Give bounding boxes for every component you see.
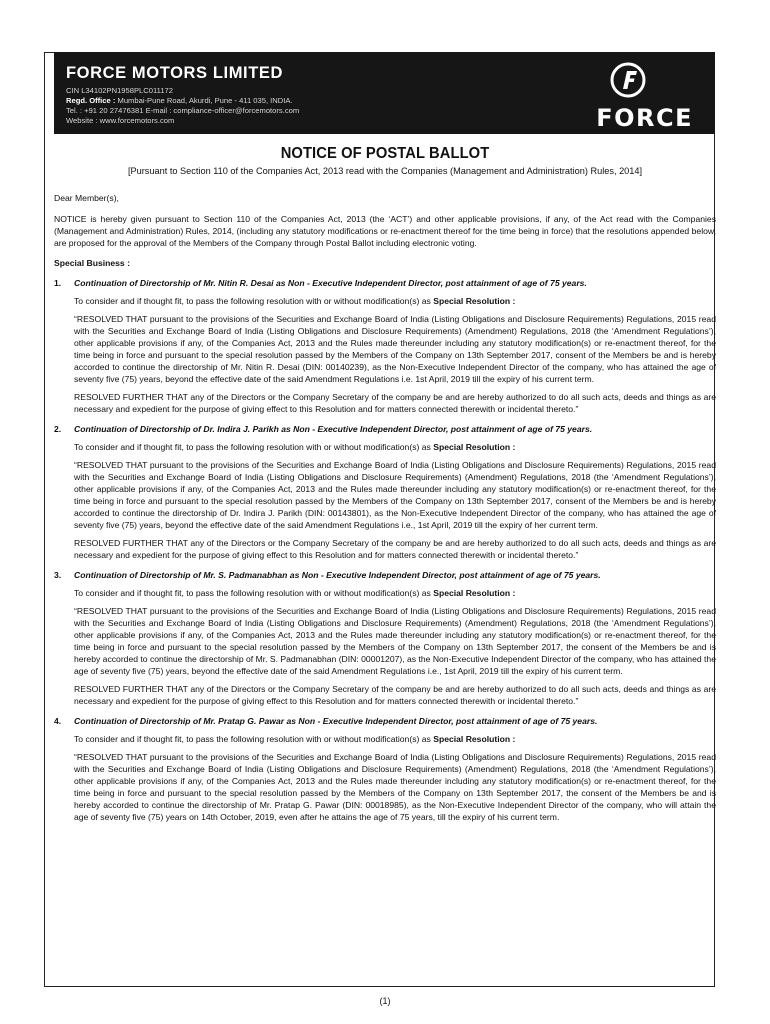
consider-text: To consider and if thought fit, to pass the following resolution with or without modification(s) as xyxy=(74,442,431,452)
item-number: 2. xyxy=(54,424,62,434)
consider-line xyxy=(74,295,716,307)
page-number: (1) xyxy=(379,996,391,1006)
resolution-item xyxy=(54,277,716,415)
office-address: Mumbai-Pune Road, Akurdi, Pune - 411 035, INDIA. xyxy=(117,96,293,105)
resolved-further-paragraph: RESOLVED FURTHER THAT any of the Directors or the Company Secretary of the company be and are hereby authorized to do all such acts, deeds and things as are necessary and expedient for the purpose of giving effect to this Resolution and for matters connected therewith or incidental thereto.” xyxy=(74,538,716,560)
consider-line xyxy=(74,441,716,453)
consider-line xyxy=(74,733,716,745)
consider-text: To consider and if thought fit, to pass the following resolution with or without modification(s) as xyxy=(74,588,431,598)
cin-line: CIN L34102PN1958PLC011172 xyxy=(66,86,173,95)
special-resolution-label: Special Resolution : xyxy=(433,296,516,306)
item-title: Continuation of Directorship of Mr. Pratap G. Pawar as Non - Executive Independent Director, post attainment of age of 75 years. xyxy=(74,716,598,726)
contact-line: Tel. : +91 20 27476381 E-mail : compliance-officer@forcemotors.com xyxy=(66,106,300,115)
force-logo-icon xyxy=(610,62,646,98)
resolved-further-paragraph: RESOLVED FURTHER THAT any of the Directors or the Company Secretary of the company be and are hereby authorized to do all such acts, deeds and things as are necessary and expedient for the purpose of giving effect to this Resolution and for matters connected therewith or incidental thereto.” xyxy=(74,684,716,706)
logo-wordmark: FORCE xyxy=(596,104,693,132)
resolved-paragraph: “RESOLVED THAT pursuant to the provisions of the Securities and Exchange Board of India (Listing Obligations and Disclosure Requirements) Regulations, 2015 read with the Securities and Exchange Board of India (Listing Obligations and Disclosure Requirements) (Amendment) Regulations, 2018 (the ‘Amendment Regulations’), other applicable provisions if any, of the Companies Act, 2013 and the Rules made thereunder including any statutory modification(s) or re-enactment thereof, for the time being in force and pursuant to the special resolution passed by the Members of the Company on 13th September 2017, the consent of the Members be and is hereby accorded to continue the directorship of Mr. Pratap G. Pawar (DIN: 00018985), as the Non-Executive Independent Director of the company, who will attain the age of seventy five (75) years on 14th October, 2019, even after he attains the age of 75 years, till the expiry of his current term. xyxy=(74,752,716,822)
office-label: Regd. Office : xyxy=(66,96,116,105)
consider-text: To consider and if thought fit, to pass the following resolution with or without modification(s) as xyxy=(74,296,431,306)
special-resolution-label: Special Resolution : xyxy=(433,442,516,452)
item-title: Continuation of Directorship of Mr. S. Padmanabhan as Non - Executive Independent Director, post attainment of age of 75 years. xyxy=(74,570,601,580)
consider-text: To consider and if thought fit, to pass the following resolution with or without modification(s) as xyxy=(74,734,431,744)
consider-line xyxy=(74,587,716,599)
notice-subtitle: [Pursuant to Section 110 of the Companies Act, 2013 read with the Companies (Management and Administration) Rules, 2014] xyxy=(127,166,643,176)
salutation: Dear Member(s), xyxy=(54,193,119,203)
item-title: Continuation of Directorship of Mr. Nitin R. Desai as Non - Executive Independent Director, post attainment of age of 75 years. xyxy=(74,278,587,288)
company-name: FORCE MOTORS LIMITED xyxy=(66,64,284,82)
notice-body xyxy=(54,145,716,823)
intro-paragraph: NOTICE is hereby given pursuant to Section 110 of the Companies Act, 2013 (the ‘ACT’) and other applicable provisions, if any, of the Act read with the Companies (Management and Administration) Rules, 2014, (including any statutory modifications or re-enactment thereof for the time being in force) that the resolutions appended below, are proposed for the approval of the Members of the Company through Postal Ballot including electronic voting. xyxy=(54,214,716,248)
item-number: 3. xyxy=(54,570,62,580)
website-line: Website : www.forcemotors.com xyxy=(66,116,175,125)
office-line xyxy=(66,96,293,106)
letterhead xyxy=(54,52,715,134)
resolution-item xyxy=(54,423,716,561)
resolved-paragraph: “RESOLVED THAT pursuant to the provisions of the Securities and Exchange Board of India (Listing Obligations and Disclosure Requirements) Regulations, 2015 read with the Securities and Exchange Board of India (Listing Obligations and Disclosure Requirements) (Amendment) Regulations, 2018 (the ‘Amendment Regulations’), other applicable provisions if any, of the Companies Act, 2013 and the Rules made thereunder including any statutory modification(s) or re-enactment thereof, for the time being in force and pursuant to the special resolution passed by the Members of the Company on 13th September 2017, consent of the Members be and is hereby accorded to continue the directorship of Mr. Nitin R. Desai (DIN: 00140239), as the Non-Executive Independent Director of the company, who has attained the age of seventy five (75) years, beyond the effective date of the said Amendment Regulations i.e. 1st April, 2019 till the expiry of his current term. xyxy=(74,314,716,384)
item-title: Continuation of Directorship of Dr. Indira J. Parikh as Non - Executive Independent Director, post attainment of age of 75 years. xyxy=(74,424,593,434)
special-resolution-label: Special Resolution : xyxy=(433,588,516,598)
resolved-paragraph: “RESOLVED THAT pursuant to the provisions of the Securities and Exchange Board of India (Listing Obligations and Disclosure Requirements) Regulations, 2015 read with the Securities and Exchange Board of India (Listing Obligations and Disclosure Requirements) (Amendment) Regulations, 2018 (the ‘Amendment Regulations’), other applicable provisions if any, of the Companies Act, 2013 and the Rules made thereunder including any statutory modification(s) or re-enactment thereof, for the time being in force and pursuant to the special resolution passed by the Members of the Company on 13th September 2017, the consent of the Members be and is hereby accorded to continue the directorship of Mr. S. Padmanabhan (DIN: 00001207), as the Non-Executive Independent Director of the company, who has attained the age of seventy five (75) years, beyond the effective date of the said Amendment Regulations i.e., 1st April, 2019 till the expiry of his current term. xyxy=(74,606,716,676)
special-business-heading: Special Business : xyxy=(54,258,130,268)
resolved-paragraph: “RESOLVED THAT pursuant to the provisions of the Securities and Exchange Board of India (Listing Obligations and Disclosure Requirements) Regulations, 2015 read with the Securities and Exchange Board of India (Listing Obligations and Disclosure Requirements) (Amendment) Regulations, 2018 (the ‘Amendment Regulations’), other applicable provisions if any, of the Companies Act, 2013 and the Rules made thereunder including any statutory modification(s) or re-enactment thereof, for the time being in force and pursuant to the special resolution passed by the Members of the Company on 13th September 2017, consent of the Members be and is hereby accorded to continue the directorship of Dr. Indira J. Parikh (DIN: 00143801), as the Non-Executive Independent Director of the company, who has attained the age of seventy five (75) years, beyond the effective date of the said Amendment Regulations i.e., 1st April, 2019 till the expiry of her current term. xyxy=(74,460,716,530)
item-number: 4. xyxy=(54,716,62,726)
notice-title: NOTICE OF POSTAL BALLOT xyxy=(280,145,490,162)
resolution-item xyxy=(54,569,716,707)
special-resolution-label: Special Resolution : xyxy=(433,734,516,744)
item-number: 1. xyxy=(54,278,62,288)
resolved-further-paragraph: RESOLVED FURTHER THAT any of the Directors or the Company Secretary of the company be and are hereby authorized to do all such acts, deeds and things as are necessary and expedient for the purpose of giving effect to this Resolution and for matters connected therewith or incidental thereto.” xyxy=(74,392,716,414)
resolution-item xyxy=(54,715,716,823)
